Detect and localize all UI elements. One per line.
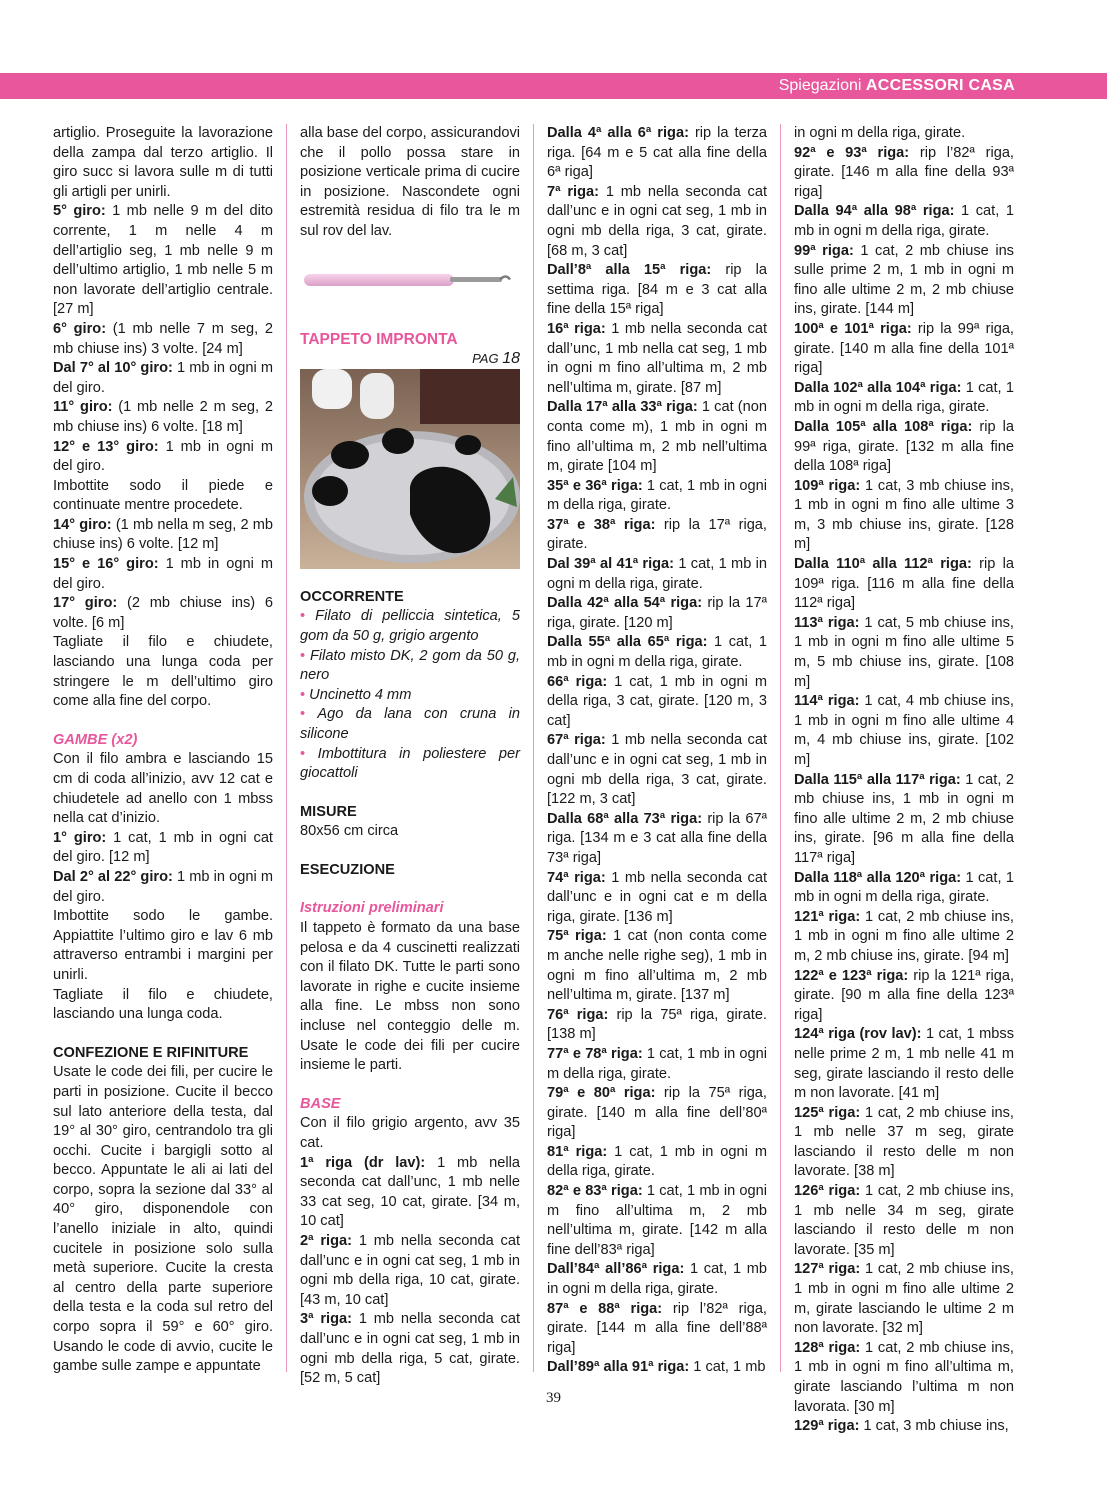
column-3 [547,124,767,1378]
instruction-row [547,927,767,1005]
row-text: 1 cat, 1 mb in ogni m della riga, girate. [547,1045,767,1082]
row-text: 1 mb nella seconda cat dall’unc, 1 mb nelle 33 cat seg, 10 cat, girate. [34 m, 10 cat] [300,1154,520,1230]
row-text: 1 mb in ogni m del giro. [53,868,273,905]
row-text: rip la 67ª riga. [134 m e 3 cat alla fine della 73ª riga] [547,810,768,866]
row-label: 7ª riga: [547,183,599,200]
paw-rug-photo [300,369,520,569]
instruction-row [53,829,273,868]
material-text: Ago da lana con cruna in silicone [300,706,520,742]
subsection-title: GAMBE (x2) [53,731,138,748]
instruction-row [53,320,273,359]
instruction-row [53,398,273,437]
row-label: 81ª riga: [547,1143,608,1160]
row-text: rip l’82ª riga, girate. [146 m alla fine della 93ª riga] [794,144,1014,200]
row-label: 128ª riga: [794,1339,861,1356]
row-label: Dalla 17ª alla 33ª riga: [547,399,698,416]
instruction-row [53,438,273,477]
row-label: 122ª e 123ª riga: [794,967,909,984]
row-text: rip la 99ª riga, girate. [132 m alla fine della 108ª riga] [794,418,1014,475]
row-text: 1 cat, 3 mb chiuse ins, 1 mb in ogni m fino alle ultime 3 m, 3 mb chiuse ins, girate. [128 m] [794,477,1014,553]
row-text: artiglio. Proseguite la lavorazione della zampa dal terzo artiglio. Il giro succ si lavora sulle m di tutti gli artigli per unirli. [53,125,273,200]
row-text: rip la 75ª riga, girate. [140 m alla fine dell’80ª riga] [547,1085,767,1141]
instruction-row [794,418,1014,477]
bullet-icon: • [300,686,310,703]
row-label: 125ª riga: [794,1104,861,1121]
header-section: ACCESSORI CASA [865,77,1015,94]
misure-value: 80x56 cm circa [300,823,399,840]
row-text: 1 cat, 1 mb in ogni cat del giro. [12 m] [53,829,273,866]
base-rows [300,1114,520,1388]
column-divider [780,124,781,1372]
row-text: 1 mb nella seconda cat dall’unc, 1 mb nella cat seg, 1 mb in ogni m fino all’ultima m, 2 mb nell’ultima m, girate. [87 m] [547,320,767,396]
row-text: (2 mb chiuse ins) 6 volte. [6 m] [53,595,273,631]
row-label: Dall’84ª all’86ª riga: [547,1261,685,1278]
row-text: 1 cat, 1 mb in ogni m della riga, 3 cat, girate. [120 m, 3 cat] [547,673,767,729]
tappeto-title: TAPPETO IMPRONTA [300,330,458,348]
instruction-row [53,124,273,202]
row-text: rip l’82ª riga, girate. [144 m alla fine dell’88ª riga] [547,1300,767,1356]
row-text: in ogni m della riga, girate. [794,125,966,141]
instruction-row [53,907,273,985]
material-item [300,745,520,784]
row-text: rip la terza riga. [64 m e 5 cat alla fine della 6ª riga] [547,125,767,181]
row-text: 1 mb nella seconda cat dall’unc e in ogni cat seg, 1 mb in ogni mb della riga, 3 cat, girate. [122 m, 3 cat] [547,732,767,808]
row-text: 1 mb nelle 9 m del dito corrente, 1 m nelle 4 m dell’artiglio seg, 1 mb nelle 9 m dell’ultimo artiglio, 1 mb nelle 5 m non lavorate dell’artiglio centrale. [27 m] [53,203,273,318]
instruction-row [794,555,1014,614]
instruction-row [794,869,1014,908]
column-2 [300,124,520,1389]
row-label: 67ª riga: [547,732,606,749]
material-text: Uncinetto 4 mm [309,686,412,703]
row-text: rip la 121ª riga, girate. [90 m alla fine della 123ª riga] [794,967,1015,1023]
row-label: 3ª riga: [300,1311,352,1328]
instruction-row [547,1006,767,1045]
instruction-row [794,124,1014,144]
row-label: 16ª riga: [547,320,606,337]
row-label: 37ª e 38ª riga: [547,516,656,533]
instruction-row [794,477,1014,555]
row-label: 82ª e 83ª riga: [547,1183,643,1200]
row-label: 66ª riga: [547,673,608,690]
row-text: 1 cat, 1 mb [689,1359,766,1376]
row-text: 1 mb in ogni m del giro. [53,360,273,396]
instruction-row [547,261,767,320]
row-text: 1 cat (non conta come m anche nelle righe seg), 1 mb in ogni m fino all’ultima m, 2 mb nell’ultima m, girate. [137 m] [547,928,767,1004]
row-text: 1 mb in ogni m del giro. [53,556,273,592]
row-label: 1° giro: [53,829,107,846]
row-text: 1 cat, 2 mb chiuse ins, 1 mb in ogni m fino alle ultime 2 m, girate lasciando le ultime 2 m non lavorate. [32 m] [794,1261,1014,1337]
instruction-row [300,1154,520,1232]
row-text: Con il filo grigio argento, avv 35 cat. [300,1115,520,1151]
row-label: Dalla 118ª alla 120ª riga: [794,869,962,886]
instruction-row [794,614,1014,692]
instruction-row [794,1182,1014,1260]
row-label: Dal 2° al 22° giro: [53,868,173,885]
instruction-row [300,1114,520,1153]
row-label: Dalla 68ª alla 73ª riga: [547,810,703,827]
row-text: 1 mb nella seconda cat dall’unc e in ogni cat seg, 1 mb in ogni mb della riga, 10 cat, girate. [43 m, 10 cat] [300,1232,521,1308]
column-1 [53,124,273,1377]
row-text: 1 cat, 2 mb chiuse ins, 1 mb nelle 34 m seg, girate lasciando il resto delle m non lavorate. [35 m] [794,1183,1014,1258]
instruction-row [794,242,1014,320]
bullet-icon: • [300,647,310,664]
row-text: (1 mb nelle 7 m seg, 2 mb chiuse ins) 3 volte. [24 m] [53,320,273,357]
row-label: 124ª riga (rov lav): [794,1026,922,1043]
instruction-row [547,320,767,398]
row-text: 1 cat, 1 mb in ogni m della riga, girate. [794,203,1014,239]
instruction-row [547,183,767,261]
row-text: 1 mb nella seconda cat dall’unc e in ogni cat seg, 1 mb in ogni mb della riga, 3 cat, girate. [68 m, 3 cat] [547,183,768,259]
instruction-row [547,731,767,809]
row-label: 129ª riga: [794,1418,860,1435]
row-label: Dalla 110ª alla 112ª riga: [794,556,972,573]
row-text: Usate le code dei fili, per cucire le parti in posizione. Cucite il becco sul lato anteriore della testa, dal 19° al 30° giro, centrandolo tra gli occhi. Cucite i bargigli sotto al becco. Appuntate le ali ai lati del corpo, sopra la sezione dal 33° al 40° giro, disponendole con l’anello iniziale in alto, quindi cucitele in posizione solo sulla metà superiore. Cucite la cresta al centro della parte superiore della testa e la coda sul retro del corpo sopra il 59° e 60° giro. Usando le code di avvio, cucite le gambe sulle zampe e appuntate [53,1064,273,1375]
instruction-row [794,144,1014,203]
instruction-row [53,359,273,398]
instruction-row [794,771,1014,869]
row-text: 1 cat, 1 mb in ogni m della riga, girate. [547,477,767,514]
row-text: Con il filo ambra e lasciando 15 cm di coda all’inizio, avv 12 cat e chiudetele ad anello con 1 mbss nella cat d’inizio. [53,751,273,827]
row-label: 14° giro: [53,516,112,533]
row-label: 75ª riga: [547,928,607,945]
row-label: 11° giro: [53,399,113,416]
row-label: 126ª riga: [794,1183,861,1200]
row-label: Dalla 115ª alla 117ª riga: [794,771,961,788]
instruction-row [53,750,273,828]
row-label: 12° e 13° giro: [53,438,159,455]
instruction-row [53,516,273,555]
instruction-row [547,398,767,476]
instruction-row [547,1084,767,1143]
bullet-icon: • [300,706,318,723]
row-text: Imbottite sodo le gambe. Appiattite l’ultimo giro e lav 6 mb attraverso entrambi i margini per unirli. [53,908,273,983]
instruction-row [547,1143,767,1182]
row-label: Dall’89ª alla 91ª riga: [547,1359,690,1376]
row-text: rip la settima riga. [84 m e 3 cat alla fine della 15ª riga] [547,262,768,318]
row-text: 1 cat, 5 mb chiuse ins, 1 mb in ogni m fino alle ultime 5 m, 5 mb chiuse ins, girate. [108 m] [794,614,1014,690]
istruzioni-text: Il tappeto è formato da una base pelosa e da 4 cuscinetti realizzati con il filato DK. Tutte le parti sono lavorate in righe e cucite insieme alla fine. Le mbss non sono incluse nel conteggio delle m. Usate le code dei fili per cucire insieme le parti. [300,920,520,1074]
instruction-row [794,1417,1014,1437]
row-text: 1 cat (non conta come m), 1 mb in ogni m fino all’ultima m, 2 mb nell’ultima m, girate [104 m] [547,399,767,475]
row-text: 1 cat, 2 mb chiuse ins, 1 mb nelle 37 m seg, girate lasciando il resto delle m non lavorate. [38 m] [794,1104,1014,1180]
row-text: 1 mb nella seconda cat dall’unc e in ogni cat seg, 1 mb in ogni mb della riga, 5 cat, girate. [52 m, 5 cat] [300,1311,521,1387]
row-label: 15° e 16° giro: [53,556,159,573]
instruction-row [300,1232,520,1310]
instruction-row [547,810,767,869]
row-label: 113ª riga: [794,614,860,631]
row-label: 121ª riga: [794,908,861,925]
row-text: rip la 75ª riga, girate. [138 m] [547,1006,767,1043]
row-text: 1 cat, 1 mb in ogni m della riga, girate. [547,556,767,592]
row-text: 1 cat, 4 mb chiuse ins, 1 mb in ogni m fino alle ultime 4 m, 4 mb chiuse ins, girate. [102 m] [794,693,1014,768]
row-label: 74ª riga: [547,869,606,886]
row-label: 92ª e 93ª riga: [794,144,910,161]
row-label: 114ª riga: [794,693,860,710]
row-label: 35ª e 36ª riga: [547,477,643,494]
row-label: 5° giro: [53,203,106,220]
instruction-row [547,633,767,672]
row-text: 1 cat, 3 mb chiuse ins, [859,1418,1009,1435]
material-text: Imbottitura in poliestere per giocattoli [300,745,520,782]
row-label: 17° giro: [53,595,118,612]
column-divider [286,124,287,1372]
header-prefix: Spiegazioni [778,77,866,94]
material-item [300,705,520,744]
instruction-row [547,477,767,516]
section-title: CONFEZIONE E RIFINITURE [53,1044,249,1061]
row-label: 100ª e 101ª riga: [794,320,912,337]
material-item [300,686,520,706]
row-label: Dalla 4ª alla 6ª riga: [547,125,689,141]
instruction-row [794,908,1014,967]
page-reference [300,349,520,369]
column-4 [794,124,1014,1437]
material-text: Filato misto DK, 2 gom da 50 g, nero [300,647,520,684]
row-text: 1 cat, 1 mb in ogni m fino all’ultima m, 2 mb nell’ultima m, girate. [142 m alla fine dell’83ª riga] [547,1183,767,1258]
instruction-row [53,986,273,1025]
row-label: Dalla 105ª alla 108ª riga: [794,418,973,435]
base-title: BASE [300,1095,341,1112]
bullet-icon: • [300,745,318,762]
instruction-row [300,1310,520,1388]
instruction-row [547,869,767,928]
section-header [779,77,1015,95]
row-text: rip la 17ª riga, girate. [120 m] [547,595,768,631]
instruction-row [547,1182,767,1260]
instruction-row [53,555,273,594]
page-number: 39 [546,1390,561,1406]
instruction-row [794,1260,1014,1338]
row-label: Dalla 94ª alla 98ª riga: [794,203,955,220]
row-label: 1ª riga (dr lav): [300,1154,426,1171]
row-label: 127ª riga: [794,1261,861,1278]
instruction-row [547,516,767,555]
occorrente-title: OCCORRENTE [300,588,404,605]
row-text: 1 cat, 2 mb chiuse ins, 1 mb in ogni m fino alle ultime 2 m, 2 mb chiuse ins, girate. [94 m] [794,908,1014,964]
instruction-row [547,673,767,732]
row-text: rip la 99ª riga, girate. [140 m alla fine della 101ª riga] [794,320,1014,377]
row-text: 1 mb in ogni m del giro. [53,438,273,475]
row-label: 76ª riga: [547,1006,609,1023]
pag-number: 18 [502,350,520,368]
row-text: rip la 17ª riga, girate. [547,516,767,553]
row-text: Tagliate il filo e chiudete, lasciando una lunga coda per stringere le m dell’ultimo giro come alla fine del corpo. [53,634,273,710]
row-text: 1 cat, 1 mb in ogni m della riga, girate. [547,1261,768,1298]
row-text: 1 cat, 2 mb chiuse ins sulle prime 2 m, 1 mb in ogni m fino alle ultime 2 m, 2 mb chiuse ins, girate. [144 m] [794,242,1014,318]
pag-label: PAG [472,351,499,367]
materials-list [300,607,520,783]
material-item [300,647,520,686]
instruction-row [547,1300,767,1359]
row-text: rip la 109ª riga. [116 m alla fine della 112ª riga] [794,556,1014,612]
row-text: Tagliate il filo e chiudete, lasciando una lunga coda. [53,986,273,1023]
row-label: Dal 7° al 10° giro: [53,360,173,377]
instruction-row [794,202,1014,241]
row-text: 1 cat, 1 mb in ogni m della riga, girate. [547,634,767,671]
instruction-row [53,477,273,516]
instruction-row [53,633,273,711]
row-label: 87ª e 88ª riga: [547,1300,663,1317]
row-text: 1 cat, 2 mb chiuse ins, 1 mb in ogni m fino alle ultime 2 m, 2 mb chiuse ins, girate. [96 m alla fine della 117ª riga] [794,771,1014,866]
row-label: Dal 39ª al 41ª riga: [547,556,675,573]
instruction-row [794,1025,1014,1103]
instruction-row [794,692,1014,770]
instruction-row [794,320,1014,379]
row-text: (1 mb nella m seg, 2 mb chiuse ins) 6 volte. [12 m] [53,516,273,553]
instruction-row [547,1045,767,1084]
row-label: 99ª riga: [794,242,854,259]
row-text: 1 cat, 1 mb in ogni m della riga, girate. [547,1143,767,1180]
material-item [300,607,520,646]
row-text: (1 mb nelle 2 m seg, 2 mb chiuse ins) 6 volte. [18 m] [53,399,273,435]
instruction-row [53,1063,273,1377]
instruction-row [547,1260,767,1299]
instruction-row [794,967,1014,1026]
material-text: Filato di pelliccia sintetica, 5 gom da 50 g, grigio argento [300,608,520,644]
row-label: Dalla 55ª alla 65ª riga: [547,634,708,651]
col2-intro: alla base del corpo, assicurandovi che il pollo possa stare in posizione verticale prima di cucire in posizione. Nascondete ogni estremità residua di filo tra le m sul rov del lav. [300,125,520,239]
instruction-row [53,868,273,907]
instruction-row [547,594,767,633]
row-text: 1 cat, 2 mb chiuse ins, 1 mb in ogni m fino all’ultima m, girate lasciando l’ultima m non lavorata. [30 m] [794,1339,1014,1415]
row-text: 1 cat, 1 mb in ogni m della riga, girate. [794,379,1014,416]
column-divider [533,124,534,1372]
instruction-row [547,555,767,594]
instruction-row [53,594,273,633]
bullet-icon: • [300,608,316,625]
row-label: Dall’8ª alla 15ª riga: [547,262,712,279]
instruction-row [794,1104,1014,1182]
row-text: 1 cat, 1 mbss nelle prime 2 m, 1 mb nelle 41 m seg, girate lasciando il resto delle m non lavorate. [41 m] [794,1026,1014,1102]
row-label: 77ª e 78ª riga: [547,1045,643,1062]
esecuzione-title: ESECUZIONE [300,861,395,878]
row-label: 6° giro: [53,320,107,337]
row-label: 109ª riga: [794,477,861,494]
row-label: Dalla 102ª alla 104ª riga: [794,379,962,396]
crochet-hook-illustration [300,264,520,294]
row-label: 2ª riga: [300,1232,352,1249]
misure-title: MISURE [300,803,357,820]
row-text: 1 cat, 1 mb in ogni m della riga, girate. [794,869,1015,906]
row-label: 79ª e 80ª riga: [547,1085,656,1102]
instruction-row [547,1358,767,1378]
row-text: 1 mb nella seconda cat dall’unc e in ogni cat e m della riga, girate. [136 m] [547,869,767,925]
instruction-row [53,202,273,320]
row-text: Imbottite sodo il piede e continuate mentre procedete. [53,477,273,514]
instruction-row [547,124,767,183]
istruzioni-title: Istruzioni preliminari [300,900,444,917]
row-label: Dalla 42ª alla 54ª riga: [547,595,703,612]
instruction-row [794,379,1014,418]
